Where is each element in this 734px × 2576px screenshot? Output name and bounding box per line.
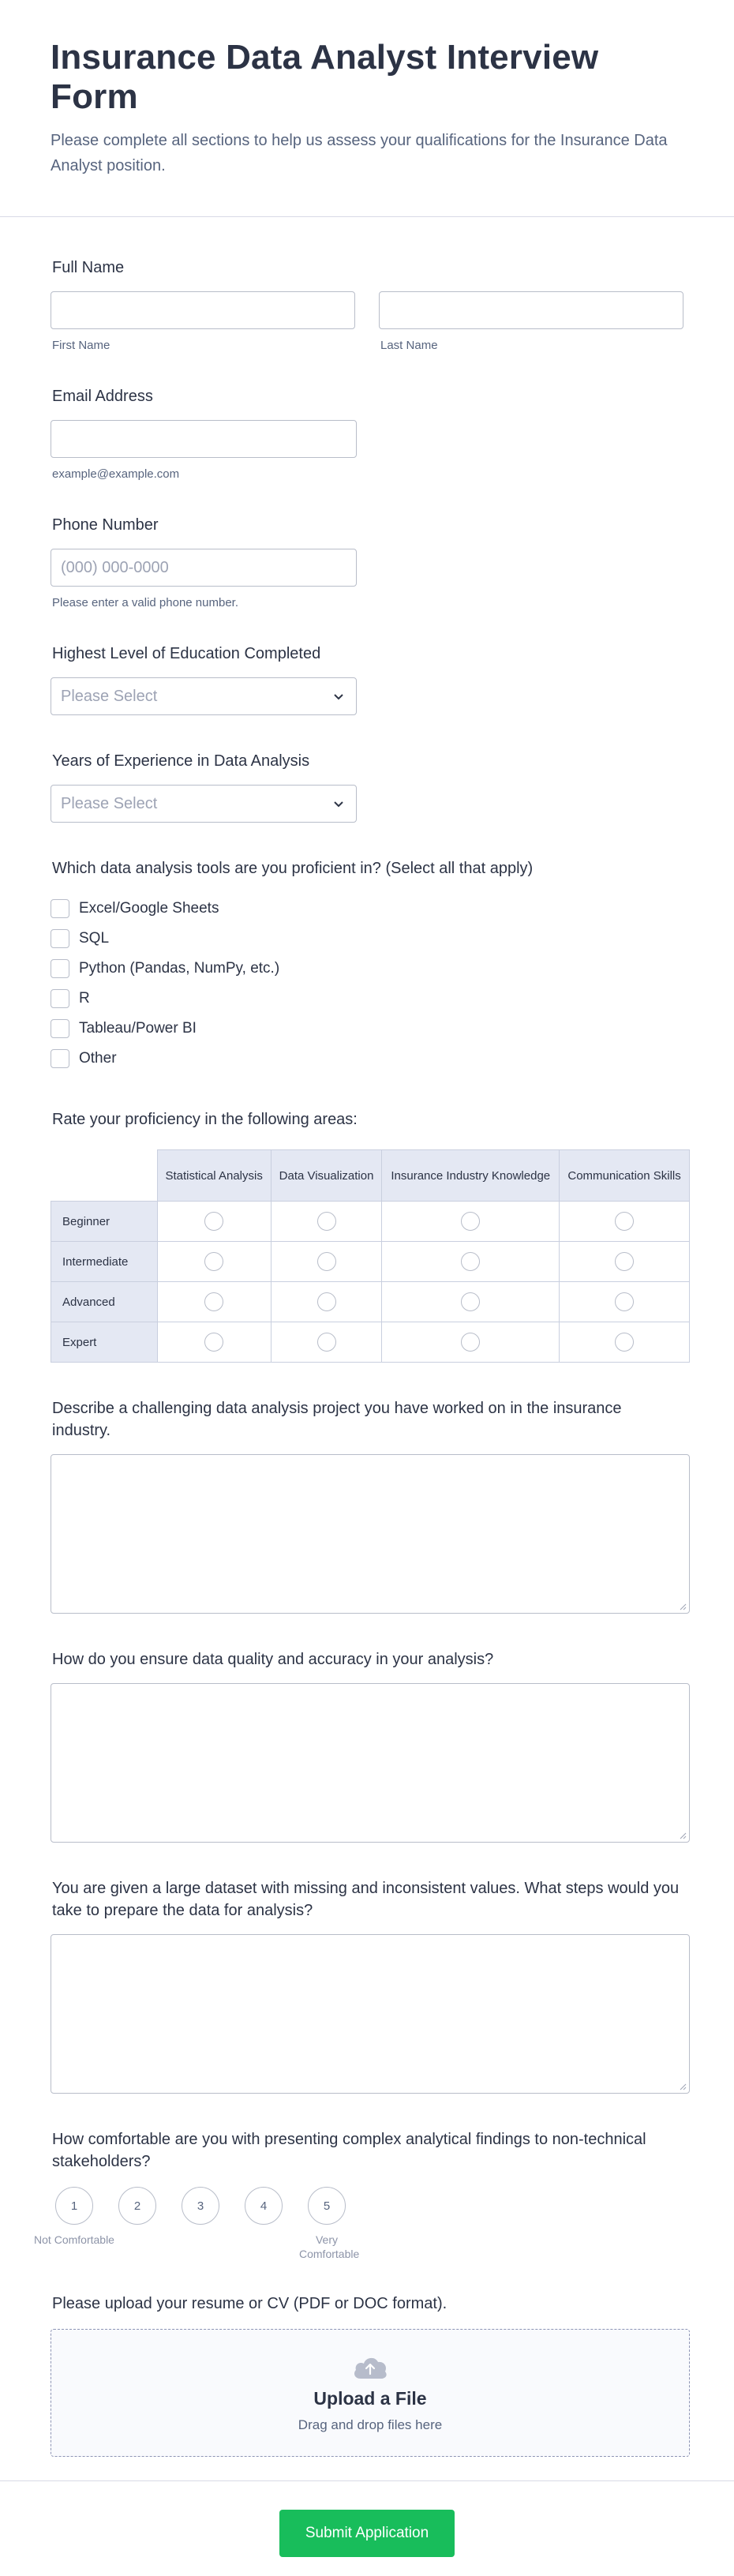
matrix-row xyxy=(51,1322,690,1363)
education-label: Highest Level of Education Completed xyxy=(52,645,321,662)
tool-option[interactable] xyxy=(51,1044,683,1074)
radio-button[interactable] xyxy=(615,1333,634,1352)
form-body xyxy=(0,257,734,2457)
tool-option-label: Excel/Google Sheets xyxy=(79,900,219,917)
radio-button[interactable] xyxy=(317,1212,336,1231)
resume-question xyxy=(51,2293,683,2457)
tool-option-label: Tableau/Power BI xyxy=(79,1020,197,1037)
experience-select[interactable] xyxy=(51,785,357,823)
matrix-column-header: Communication Skills xyxy=(560,1150,690,1202)
full-name-question xyxy=(51,257,683,352)
radio-button[interactable] xyxy=(461,1252,480,1271)
upload-subtitle: Drag and drop files here xyxy=(298,2417,443,2432)
radio-button[interactable] xyxy=(615,1292,634,1311)
scale-option[interactable]: 1 xyxy=(55,2187,93,2225)
education-select[interactable] xyxy=(51,677,357,715)
resume-label: Please upload your resume or CV (PDF or DOC format). xyxy=(52,2295,448,2312)
resize-grip-icon[interactable] xyxy=(679,1603,687,1610)
experience-label: Years of Experience in Data Analysis xyxy=(52,752,310,770)
phone-sublabel: Please enter a valid phone number. xyxy=(52,596,238,609)
scale-option[interactable]: 2 xyxy=(118,2187,156,2225)
email-input[interactable] xyxy=(51,420,357,458)
email-sublabel: example@example.com xyxy=(52,467,180,481)
project-textarea[interactable] xyxy=(51,1454,690,1614)
checkbox[interactable] xyxy=(51,1049,69,1068)
resize-grip-icon[interactable] xyxy=(679,2083,687,2090)
dataset-question xyxy=(51,1877,683,2094)
checkbox[interactable] xyxy=(51,959,69,978)
matrix-row-label: Advanced xyxy=(51,1282,158,1322)
comfort-question xyxy=(34,2128,683,2261)
checkbox[interactable] xyxy=(51,899,69,918)
experience-question xyxy=(51,750,683,823)
scale-option[interactable]: 4 xyxy=(245,2187,283,2225)
radio-button[interactable] xyxy=(204,1292,223,1311)
radio-button[interactable] xyxy=(317,1333,336,1352)
quality-label: How do you ensure data quality and accuracy in your analysis? xyxy=(52,1651,494,1668)
form-title: Insurance Data Analyst Interview Form xyxy=(51,38,599,116)
tool-option-label: Other xyxy=(79,1050,117,1067)
radio-button[interactable] xyxy=(461,1292,480,1311)
project-question xyxy=(51,1397,683,1614)
experience-selected-value: Please Select xyxy=(61,794,158,812)
chevron-down-icon xyxy=(331,688,346,704)
matrix-column-header: Insurance Industry Knowledge xyxy=(382,1150,560,1202)
chevron-down-icon xyxy=(331,796,346,812)
phone-input[interactable]: (000) 000-0000 xyxy=(51,549,357,587)
radio-button[interactable] xyxy=(204,1252,223,1271)
scale-option[interactable]: 3 xyxy=(182,2187,219,2225)
checkbox[interactable] xyxy=(51,929,69,948)
form-footer xyxy=(0,2480,734,2576)
checkbox[interactable] xyxy=(51,1019,69,1038)
email-label: Email Address xyxy=(52,388,153,405)
phone-question xyxy=(51,514,683,609)
submit-button[interactable]: Submit Application xyxy=(279,2510,455,2557)
comfort-label: How comfortable are you with presenting complex analytical findings to non-technical stakeholders? xyxy=(52,2131,646,2170)
dataset-label: You are given a large dataset with missing and inconsistent values. What steps would you take to prepare the data for analysis? xyxy=(52,1880,680,1919)
tool-option[interactable] xyxy=(51,954,683,984)
matrix-row xyxy=(51,1202,690,1242)
proficiency-label: Rate your proficiency in the following areas: xyxy=(52,1111,358,1128)
matrix-row-label: Beginner xyxy=(51,1202,158,1242)
scale-max-caption: Very Comfortable xyxy=(299,2233,360,2260)
tool-option[interactable] xyxy=(51,924,683,954)
radio-button[interactable] xyxy=(317,1292,336,1311)
radio-button[interactable] xyxy=(615,1252,634,1271)
form-subtitle: Please complete all sections to help us assess your qualifications for the Insurance Data Analyst position. xyxy=(51,132,668,174)
proficiency-matrix xyxy=(51,1149,690,1363)
tools-checkbox-list xyxy=(51,894,683,1074)
tools-label: Which data analysis tools are you proficient in? (Select all that apply) xyxy=(52,860,534,877)
email-question xyxy=(51,385,683,481)
form-header xyxy=(0,0,734,217)
matrix-row xyxy=(51,1282,690,1322)
tool-option-label: Python (Pandas, NumPy, etc.) xyxy=(79,960,280,977)
radio-button[interactable] xyxy=(615,1212,634,1231)
matrix-row-label: Expert xyxy=(51,1322,158,1363)
matrix-row xyxy=(51,1242,690,1282)
tool-option[interactable] xyxy=(51,894,683,924)
radio-button[interactable] xyxy=(204,1333,223,1352)
tool-option[interactable] xyxy=(51,984,683,1014)
matrix-column-header: Statistical Analysis xyxy=(157,1150,271,1202)
matrix-column-header: Data Visualization xyxy=(271,1150,382,1202)
scale-option[interactable]: 5 xyxy=(308,2187,346,2225)
upload-title: Upload a File xyxy=(313,2387,427,2409)
checkbox[interactable] xyxy=(51,989,69,1008)
last-name-input[interactable] xyxy=(379,291,683,329)
education-selected-value: Please Select xyxy=(61,687,158,705)
scale-min-caption: Not Comfortable xyxy=(34,2233,114,2246)
quality-question xyxy=(51,1648,683,1843)
last-name-sublabel: Last Name xyxy=(380,339,438,352)
full-name-label: Full Name xyxy=(52,259,125,276)
matrix-corner xyxy=(51,1150,158,1202)
tools-question xyxy=(51,857,683,1074)
proficiency-question xyxy=(51,1108,683,1363)
radio-button[interactable] xyxy=(461,1212,480,1231)
matrix-row-label: Intermediate xyxy=(51,1242,158,1282)
resize-grip-icon[interactable] xyxy=(679,1832,687,1839)
dataset-textarea[interactable] xyxy=(51,1934,690,2094)
education-question xyxy=(51,643,683,715)
comfort-scale xyxy=(34,2187,683,2261)
project-label: Describe a challenging data analysis project you have worked on in the insurance industry. xyxy=(52,1400,622,1439)
file-upload-dropzone[interactable] xyxy=(51,2329,690,2457)
first-name-sublabel: First Name xyxy=(52,339,110,352)
phone-label: Phone Number xyxy=(52,516,159,534)
first-name-input[interactable] xyxy=(51,291,355,329)
tool-option-label: SQL xyxy=(79,930,110,947)
quality-textarea[interactable] xyxy=(51,1683,690,1843)
tool-option[interactable] xyxy=(51,1014,683,1044)
cloud-upload-icon xyxy=(351,2353,389,2380)
tool-option-label: R xyxy=(79,990,90,1007)
radio-button[interactable] xyxy=(461,1333,480,1352)
radio-button[interactable] xyxy=(317,1252,336,1271)
radio-button[interactable] xyxy=(204,1212,223,1231)
